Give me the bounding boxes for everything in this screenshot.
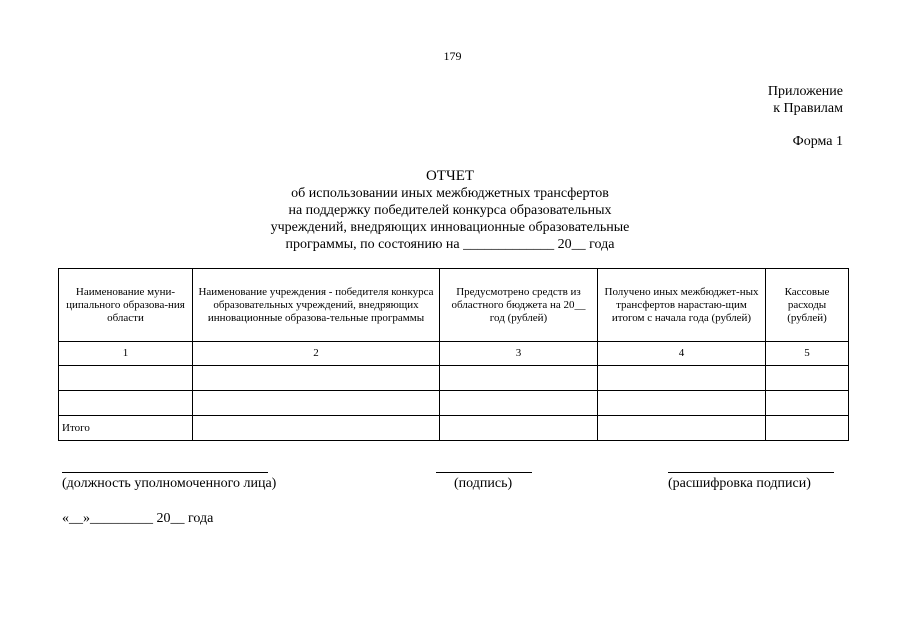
table-cell <box>766 391 849 416</box>
table-cell <box>440 416 598 441</box>
report-subtitle-line-2: на поддержку победителей конкурса образовательных <box>288 203 612 218</box>
header-cell-cash-expenses: Кассовые расходы (рублей) <box>766 269 849 342</box>
signature-position-line <box>62 472 268 473</box>
report-subtitle-line-4: программы, по состоянию на _____________ 20__ года <box>285 237 615 252</box>
header-cell-received-transfers: Получено иных межбюджет-ных трансфертов нарастаю-щим итогом с начала года (рублей) <box>598 269 766 342</box>
table-cell <box>59 391 193 416</box>
signature-decoding-line <box>668 472 834 473</box>
header-cell-planned-funds: Предусмотрено средств из областного бюджета на 20__ год (рублей) <box>440 269 598 342</box>
table-cell <box>59 366 193 391</box>
table-cell <box>193 416 440 441</box>
signature-position-block <box>62 472 276 492</box>
total-label: Итого <box>59 416 193 441</box>
header-cell-institution: Наименование учреждения - победителя конкурса образовательных учреждений, внедряющих инновационные образова-тельные программы <box>193 269 440 342</box>
table-cell <box>766 416 849 441</box>
signature-decoding-label: (расшифровка подписи) <box>668 476 811 491</box>
table-cell <box>598 391 766 416</box>
signature-sign-label: (подпись) <box>454 476 513 491</box>
report-title-block <box>200 168 700 253</box>
report-title: ОТЧЕТ <box>425 168 475 184</box>
table-row <box>59 366 849 391</box>
form-label: Форма 1 <box>792 134 843 149</box>
table-cell <box>440 366 598 391</box>
column-number: 3 <box>440 342 598 366</box>
table-cell <box>193 391 440 416</box>
signature-sign-line <box>436 472 532 473</box>
table-header-row <box>59 269 849 342</box>
column-number-row <box>59 342 849 366</box>
signature-decoding-block <box>668 472 834 492</box>
report-table <box>58 268 849 441</box>
table-cell <box>766 366 849 391</box>
column-number: 2 <box>193 342 440 366</box>
column-number: 5 <box>766 342 849 366</box>
signature-sign-block <box>436 472 532 492</box>
signature-position-label: (должность уполномоченного лица) <box>62 476 277 491</box>
appendix-line-2: к Правилам <box>773 101 843 116</box>
report-subtitle-line-3: учреждений, внедряющих инновационные образовательные <box>270 220 630 235</box>
appendix-line-1: Приложение <box>767 84 843 99</box>
date-line: «__»_________ 20__ года <box>62 511 214 526</box>
table-cell <box>193 366 440 391</box>
table-cell <box>598 416 766 441</box>
report-subtitle-line-1: об использовании иных межбюджетных трансфертов <box>291 186 609 201</box>
table-cell <box>440 391 598 416</box>
page-number: 179 <box>443 49 462 63</box>
appendix-block <box>768 83 843 117</box>
column-number: 1 <box>59 342 193 366</box>
total-row <box>59 416 849 441</box>
table-cell <box>598 366 766 391</box>
table-row <box>59 391 849 416</box>
column-number: 4 <box>598 342 766 366</box>
header-cell-municipality: Наименование муни-ципального образова-ния области <box>59 269 193 342</box>
